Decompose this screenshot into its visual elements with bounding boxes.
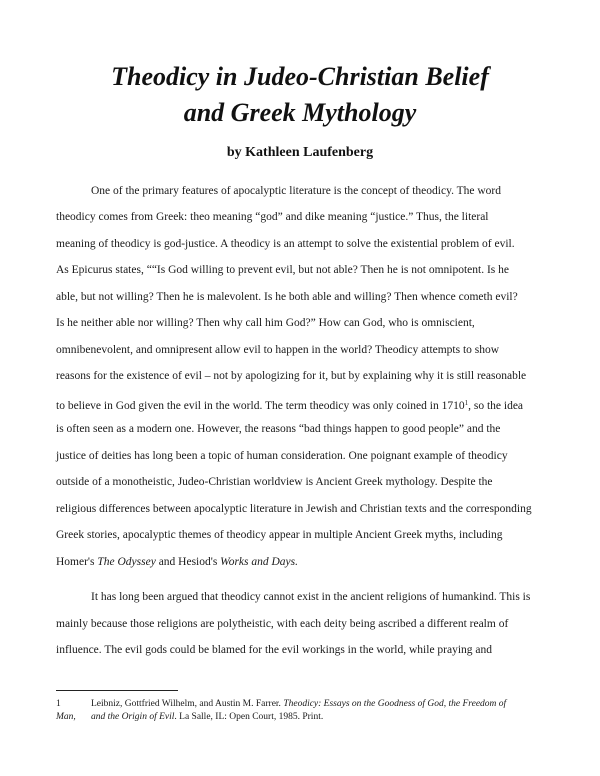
paragraph-line: reasons for the existence of evil – not by apologizing for it, but by explaining why it is still reasonable bbox=[56, 370, 527, 382]
paragraph-line bbox=[56, 396, 523, 413]
paragraph-line: influence. The evil gods could be blamed for the evil workings in the world, while praying and bbox=[56, 644, 493, 656]
paragraph-line: able, but not willing? Then he is malevolent. Is he both able and willing? Then whence cometh evil? bbox=[56, 291, 518, 303]
title-line-2: and Greek Mythology bbox=[183, 98, 417, 127]
paragraph-line: One of the primary features of apocalyptic literature is the concept of theodicy. The word bbox=[91, 185, 502, 197]
work-title-odyssey: The Odyssey bbox=[97, 556, 156, 568]
line-text: Homer's bbox=[56, 556, 98, 568]
footnote-text-line-2 bbox=[91, 711, 323, 723]
work-title-works-and-days: Works and Days. bbox=[220, 556, 299, 568]
paragraph-line: omnibenevolent, and omnipresent allow evil to happen in the world? Theodicy attempts to show bbox=[56, 344, 500, 356]
footnote-divider bbox=[56, 690, 178, 691]
paragraph-line bbox=[56, 555, 298, 569]
footnote-publisher: . La Salle, IL: Open Court, 1985. Print. bbox=[174, 712, 324, 722]
line-text: , so the idea bbox=[468, 400, 524, 412]
paragraph-line: Is he neither able nor willing? Then why call him God?” How can God, who is omniscient, bbox=[56, 317, 475, 329]
footnote-marker[interactable]: 1 bbox=[464, 399, 469, 407]
footnote-number: 1 bbox=[56, 699, 61, 709]
footnote-text-line-1 bbox=[91, 698, 506, 710]
line-text: to believe in God given the evil in the world. The term theodicy was only coined in 1710 bbox=[56, 400, 465, 412]
paragraph-line: mainly because those religions are polytheistic, with each deity being ascribed a different realm of bbox=[56, 618, 509, 630]
paragraph-line: It has long been argued that theodicy cannot exist in the ancient religions of humankind. This is bbox=[91, 591, 531, 603]
paragraph-line: meaning of theodicy is god-justice. A theodicy is an attempt to solve the existential problem of evil. bbox=[56, 238, 515, 250]
paragraph-line: justice of deities has long been a topic of human consideration. One poignant example of theodicy bbox=[56, 450, 508, 462]
paragraph-line: As Epicurus states, ““Is God willing to prevent evil, but not able? Then he is not omnipotent. Is he bbox=[56, 264, 509, 276]
paragraph-line: is often seen as a modern one. However, the reasons “bad things happen to good people” and the bbox=[56, 423, 501, 435]
footnote-book-title-end: and the Origin of Evil bbox=[91, 712, 175, 722]
title-line-1: Theodicy in Judeo-Christian Belief bbox=[111, 62, 489, 91]
paragraph-line: Greek stories, apocalyptic themes of theodicy appear in multiple Ancient Greek myths, including bbox=[56, 529, 503, 541]
paragraph-line: religious differences between apocalyptic literature in Jewish and Christian texts and the corresponding bbox=[56, 503, 532, 515]
paragraph-line: theodicy comes from Greek: theo meaning “god” and dike meaning “justice.” Thus, the literal bbox=[56, 211, 489, 223]
author-byline: by Kathleen Laufenberg bbox=[226, 145, 374, 160]
footnote-text: Leibniz, Gottfried Wilhelm, and Austin M. Farrer. bbox=[91, 699, 284, 709]
footnote-book-title-cont: Man, bbox=[56, 712, 76, 722]
line-text: and Hesiod's bbox=[155, 556, 221, 568]
footnote-book-title: Theodicy: Essays on the Goodness of God, the Freedom of bbox=[283, 699, 507, 709]
paragraph-line: outside of a monotheistic, Judeo-Christian worldview is Ancient Greek mythology. Despite the bbox=[56, 476, 493, 488]
